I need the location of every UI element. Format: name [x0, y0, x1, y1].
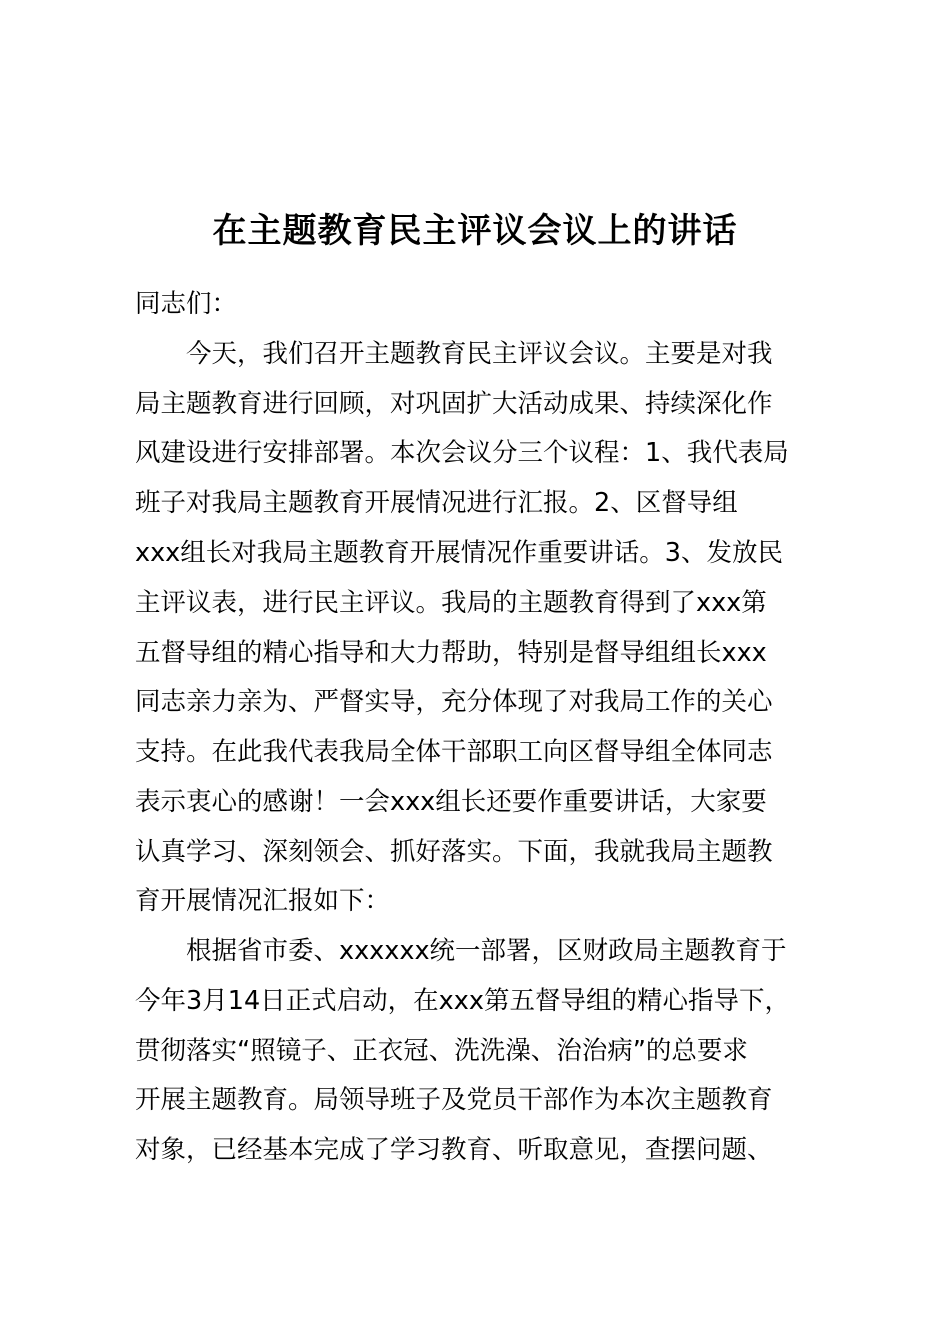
- salutation: 同志们：: [135, 289, 238, 319]
- paragraph-line: 局主题教育进行回顾，对巩固扩大活动成果、持续深化作: [135, 389, 773, 419]
- paragraph-line: 贯彻落实“照镜子、正衣冠、洗洗澡、治治病”的总要求: [135, 1036, 748, 1066]
- paragraph-line: 今年3月14日正式启动，在xxx第五督导组的精心指导下，: [135, 986, 790, 1016]
- paragraph-line: 风建设进行安排部署。本次会议分三个议程：1、我代表局: [135, 438, 789, 468]
- paragraph-line: 育开展情况汇报如下：: [135, 886, 391, 916]
- document-title: 在主题教育民主评议会议上的讲话: [212, 211, 738, 251]
- paragraph-line: 今天，我们召开主题教育民主评议会议。主要是对我: [186, 339, 773, 369]
- paragraph-line: xxx组长对我局主题教育开展情况作重要讲话。3、发放民: [135, 538, 783, 568]
- paragraph-line: 根据省市委、xxxxxx统一部署，区财政局主题教育于: [186, 936, 787, 966]
- paragraph-line: 表示衷心的感谢！一会xxx组长还要作重要讲话，大家要: [135, 787, 767, 817]
- paragraph-line: 同志亲力亲为、严督实导，充分体现了对我局工作的关心: [135, 687, 773, 717]
- paragraph-line: 开展主题教育。局领导班子及党员干部作为本次主题教育: [135, 1085, 773, 1115]
- paragraph-line: 认真学习、深刻领会、抓好落实。下面，我就我局主题教: [135, 837, 773, 867]
- paragraph-line: 主评议表，进行民主评议。我局的主题教育得到了xxx第: [135, 588, 767, 618]
- paragraph-line: 五督导组的精心指导和大力帮助，特别是督导组组长xxx: [135, 638, 767, 668]
- paragraph-line: 对象，已经基本完成了学习教育、听取意见，查摆问题、: [135, 1135, 773, 1165]
- paragraph-line: 班子对我局主题教育开展情况进行汇报。2、区督导组: [135, 488, 738, 518]
- paragraph-line: 支持。在此我代表我局全体干部职工向区督导组全体同志: [135, 737, 773, 767]
